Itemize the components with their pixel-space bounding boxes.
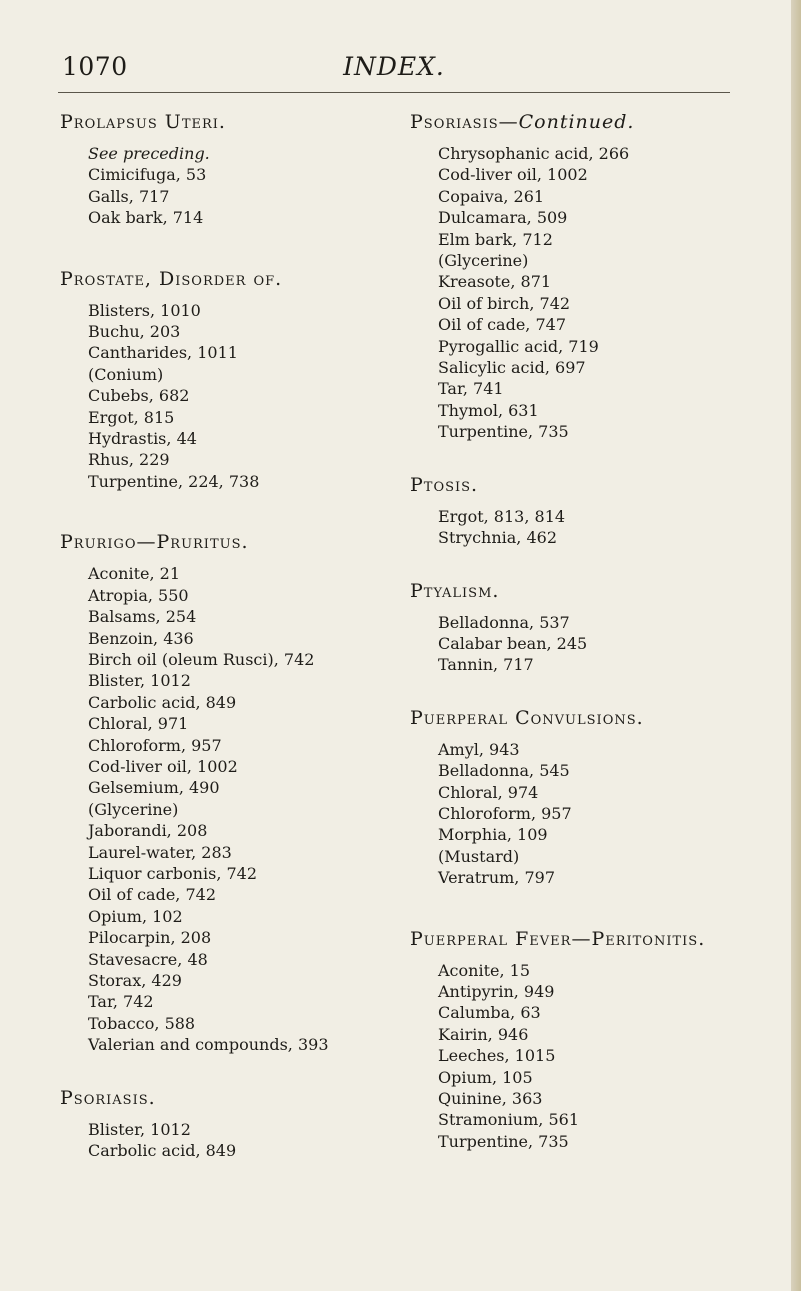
index-entry: Storax, 429 [88, 971, 182, 990]
index-entry: Dulcamara, 509 [438, 208, 568, 228]
index-entry: Cimicifuga, 53 [88, 165, 207, 185]
index-section [410, 473, 760, 549]
index-entry: Opium, 102 [88, 906, 183, 926]
index-entry: Atropia, 550 [88, 585, 189, 605]
index-entry: (Glycerine) [438, 251, 529, 271]
entry-list [60, 563, 395, 1055]
index-entry: Tobacco, 588 [88, 1013, 196, 1033]
index-entry: Hydrastis, 44 [88, 429, 197, 449]
index-entry: Carbolic acid, 849 [88, 1141, 237, 1161]
index-entry: Stramonium, 561 [438, 1110, 579, 1130]
index-entry: Rhus, 229 [88, 450, 170, 470]
index-entry: Cod-liver oil, 1002 [88, 756, 238, 776]
index-entry: Chloral, 971 [88, 714, 189, 734]
index-entry: Blister, 1012 [88, 671, 191, 691]
index-entry: (Glycerine) [88, 799, 179, 819]
section-heading: Psoriasis. [60, 1086, 156, 1109]
index-section [410, 110, 760, 443]
index-entry: Veratrum, 797 [438, 868, 556, 888]
index-entry: Copaiva, 261 [438, 186, 545, 206]
index-entry: Turpentine, 735 [438, 422, 569, 442]
entry-list [410, 612, 760, 676]
entry-list [410, 739, 760, 889]
index-entry: Valerian and compounds, 393 [88, 1035, 329, 1055]
index-entry: Galls, 717 [88, 186, 170, 206]
index-entry: Ergot, 813, 814 [438, 506, 566, 526]
index-section [60, 110, 395, 229]
index-entry: Cubebs, 682 [88, 386, 190, 406]
index-entry: Aconite, 15 [438, 960, 530, 980]
index-entry: Aconite, 21 [88, 564, 180, 584]
index-entry: Oil of cade, 742 [88, 885, 216, 905]
index-entry: Strychnia, 462 [438, 528, 558, 548]
section-heading: Prostate, Disorder of. [60, 267, 283, 290]
index-entry: Oak bark, 714 [88, 208, 204, 228]
index-entry: Calabar bean, 245 [438, 633, 588, 653]
index-section [410, 579, 760, 676]
index-section [60, 1086, 395, 1162]
index-entry: Leeches, 1015 [438, 1046, 556, 1066]
section-spacer [410, 676, 760, 706]
section-heading: Ptyalism. [410, 579, 500, 602]
entry-list [410, 960, 760, 1153]
index-entry: Chloral, 974 [438, 782, 539, 802]
index-entry: Stavesacre, 48 [88, 949, 208, 969]
index-section [410, 706, 760, 889]
index-entry: (Conium) [88, 364, 164, 384]
entry-list [60, 1119, 395, 1162]
index-entry: Turpentine, 735 [438, 1131, 569, 1151]
index-entry: Cod-liver oil, 1002 [438, 165, 588, 185]
section-spacer [60, 229, 395, 267]
section-heading: Prolapsus Uteri. [60, 111, 226, 133]
index-entry: Oil of cade, 747 [438, 315, 566, 335]
index-entry: Tannin, 717 [438, 655, 534, 675]
page-edge [791, 0, 801, 1291]
index-entry: Blisters, 1010 [88, 300, 201, 320]
section-heading: Puerperal Convulsions. [410, 706, 644, 729]
section-spacer [410, 549, 760, 579]
index-entry: Belladonna, 545 [438, 761, 570, 781]
section-heading: Ptosis. [410, 473, 479, 496]
index-entry: Gelsemium, 490 [88, 778, 220, 798]
index-entry: Kreasote, 871 [438, 272, 552, 292]
section-heading: Prurigo—Pruritus. [60, 531, 249, 554]
index-entry: Morphia, 109 [438, 825, 548, 845]
index-section [60, 267, 395, 493]
index-entry: Kairin, 946 [438, 1024, 529, 1044]
section-spacer [60, 1056, 395, 1086]
entry-list [60, 143, 395, 229]
left-column [60, 110, 395, 1161]
index-entry: Balsams, 254 [88, 607, 197, 627]
index-entry: Pyrogallic acid, 719 [438, 336, 599, 356]
index-section [410, 927, 760, 1153]
index-entry: Salicylic acid, 697 [438, 358, 586, 378]
index-entry: Amyl, 943 [438, 739, 520, 759]
entry-list [410, 143, 760, 443]
page-number: 1070 [62, 52, 128, 81]
index-entry: Chloroform, 957 [438, 803, 572, 823]
index-entry: Oil of birch, 742 [438, 293, 571, 313]
index-entry: Liquor carbonis, 742 [88, 863, 258, 883]
index-entry: Belladonna, 537 [438, 612, 570, 632]
header-rule [58, 92, 730, 93]
section-spacer [60, 492, 395, 530]
index-entry: Chrysophanic acid, 266 [438, 144, 630, 163]
entry-list [410, 506, 760, 549]
running-title: INDEX. [343, 52, 445, 81]
index-entry: Calumba, 63 [438, 1003, 541, 1023]
right-column [410, 110, 760, 1152]
index-entry: Chloroform, 957 [88, 735, 222, 755]
section-heading: Puerperal Fever—Peritonitis. [410, 927, 706, 950]
index-entry: Thymol, 631 [438, 400, 539, 420]
section-heading: Psoriasis—Continued. [410, 111, 635, 133]
index-entry: Buchu, 203 [88, 322, 181, 342]
index-entry: Elm bark, 712 [438, 229, 553, 249]
index-entry: Antipyrin, 949 [438, 981, 555, 1001]
index-entry: Tar, 741 [438, 379, 504, 399]
index-entry: Benzoin, 436 [88, 628, 194, 648]
index-entry: Carbolic acid, 849 [88, 692, 237, 712]
index-entry: Turpentine, 224, 738 [88, 471, 260, 491]
index-entry: Ergot, 815 [88, 407, 175, 427]
section-spacer [410, 443, 760, 473]
index-entry: Tar, 742 [88, 992, 154, 1012]
index-entry: Jaborandi, 208 [88, 821, 208, 841]
entry-list [60, 300, 395, 493]
page-header [58, 52, 730, 92]
index-entry: Cantharides, 1011 [88, 343, 238, 363]
section-spacer [410, 889, 760, 927]
index-entry: Blister, 1012 [88, 1119, 191, 1139]
index-entry: Opium, 105 [438, 1067, 533, 1087]
index-section [60, 530, 395, 1055]
index-entry: Quinine, 363 [438, 1089, 543, 1108]
index-entry: Birch oil (oleum Rusci), 742 [88, 649, 315, 669]
index-entry: Pilocarpin, 208 [88, 928, 212, 948]
index-entry: (Mustard) [438, 846, 520, 866]
index-entry: See preceding. [88, 144, 210, 163]
index-entry: Laurel-water, 283 [88, 842, 232, 862]
